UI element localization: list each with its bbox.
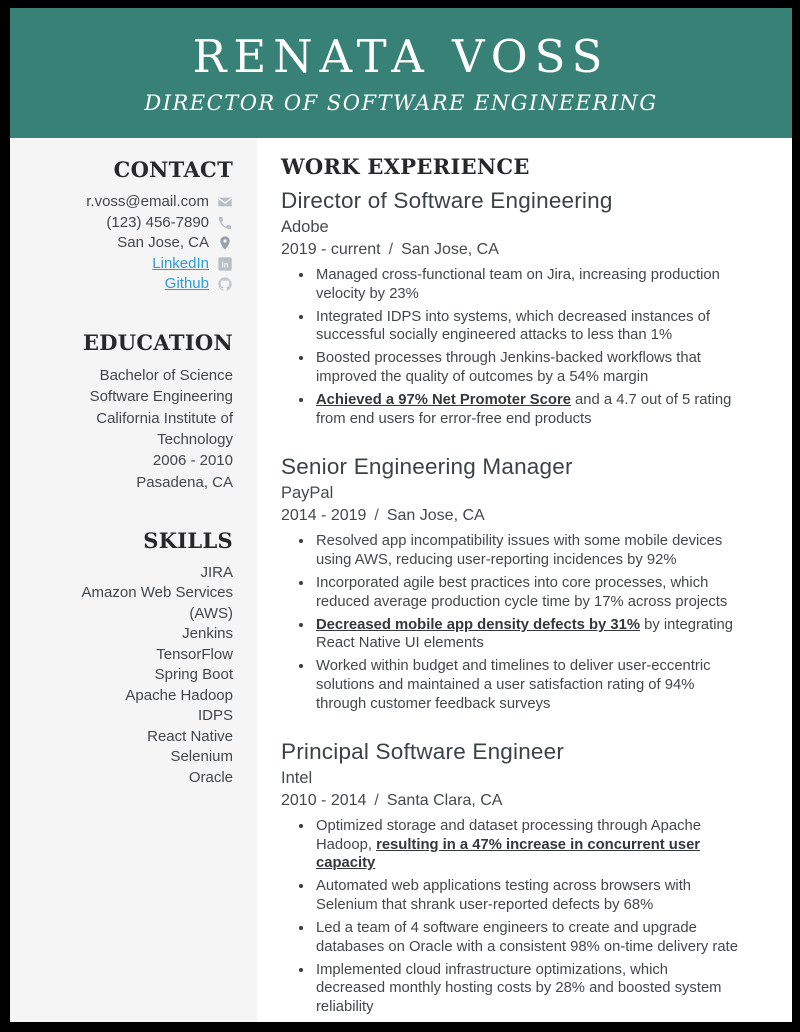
job-bullet: • Worked within budget and timelines to deliver user-eccentric solutions and maintained a user satisfaction rating of 94% through customer feedback surveys [314, 657, 738, 713]
job-title: Senior Engineering Manager [281, 454, 573, 480]
skill-item: Oracle [188, 768, 233, 786]
phone-icon [216, 215, 233, 231]
job-bullet: • Integrated IDPS into systems, which decreased instances of successful socially engineered attacks to less than 1% [314, 308, 738, 345]
bullet-emphasis: Achieved a 97% Net Promoter Score [316, 392, 571, 409]
job-bullets [281, 532, 738, 713]
job-entry [281, 187, 738, 428]
skills-heading: SKILLS [143, 527, 233, 553]
job-bullets [281, 817, 738, 1016]
svg-text:in: in [220, 260, 229, 270]
contact-label: (123) 456-7890 [106, 213, 209, 231]
job-company: Adobe [281, 218, 329, 237]
job-entry [281, 738, 738, 1016]
job-bullet: • Resolved app incompatibility issues with some mobile devices using AWS, reducing user-reporting incidences by 92% [314, 532, 738, 569]
bullet-emphasis: Decreased mobile app density defects by 31% [316, 616, 641, 633]
skills-list [36, 563, 233, 789]
work-experience-heading: WORK EXPERIENCE [281, 154, 530, 179]
education-heading: EDUCATION [82, 329, 233, 355]
linkedin-icon [216, 256, 233, 272]
skill-item: Amazon Web Services (AWS) [81, 584, 233, 622]
job-location: San Jose, CA [386, 507, 485, 525]
job-bullet: • Boosted processes through Jenkins-backed workflows that improved the quality of outcomes by a 54% margin [314, 349, 738, 386]
education-line: Pasadena, CA [136, 473, 233, 491]
contact-item [36, 274, 233, 295]
job-bullet: • Managed cross-functional team on Jira, increasing production velocity by 23% [314, 266, 738, 303]
education-line: Software Engineering [89, 388, 233, 406]
contact-label: San Jose, CA [117, 234, 209, 252]
skill-item: Spring Boot [154, 666, 233, 684]
bullet-emphasis: resulting in a 47% increase in concurrent user capacity [316, 836, 701, 872]
contact-list [36, 192, 233, 295]
contact-item [36, 233, 233, 254]
jobs-list [281, 187, 738, 1017]
location-icon [216, 235, 233, 251]
job-bullet: • Achieved a 97% Net Promoter Score and a 4.7 out of 5 rating from end users for error-free end products [314, 391, 738, 428]
candidate-name: RENATA VOSS [192, 30, 610, 84]
job-bullet: • Automated web applications testing across browsers with Selenium that shrank user-reported defects by 68% [314, 877, 738, 914]
job-dates: 2014 - 2019 [281, 507, 367, 525]
job-dateline [281, 792, 738, 810]
header-band [10, 8, 792, 138]
job-company: PayPal [281, 484, 334, 503]
job-location: Santa Clara, CA [386, 792, 503, 810]
job-bullet: • Led a team of 4 software engineers to create and upgrade databases on Oracle with a consistent 98% on-time delivery rate [314, 919, 738, 956]
skill-item: React Native [147, 727, 233, 745]
education-list [36, 365, 233, 493]
job-bullet: • Implemented cloud infrastructure optimizations, which decreased monthly hosting costs by 28% and boosted system reliability [314, 961, 738, 1017]
job-dates: 2019 - current [281, 241, 381, 259]
skill-item: Apache Hadoop [125, 686, 233, 704]
contact-item [36, 192, 233, 213]
skill-item: Selenium [170, 748, 233, 766]
mail-icon [216, 194, 233, 210]
education-line: California Institute of Technology [96, 409, 233, 448]
job-title: Director of Software Engineering [281, 188, 613, 214]
dateline-separator: / [374, 507, 379, 525]
job-title: Principal Software Engineer [281, 739, 565, 765]
job-bullet: • Decreased mobile app density defects by 31% by integrating React Native UI elements [314, 616, 738, 653]
job-location: San Jose, CA [401, 241, 499, 259]
columns [10, 138, 792, 1022]
skill-item: Jenkins [182, 625, 233, 643]
contact-label: r.voss@email.com [86, 193, 209, 211]
job-entry [281, 453, 738, 713]
sidebar [10, 138, 257, 1022]
education-line: 2006 - 2010 [152, 452, 233, 470]
contact-link[interactable]: LinkedIn [152, 254, 209, 272]
candidate-title: DIRECTOR OF SOFTWARE ENGINEERING [144, 90, 658, 115]
dateline-separator: / [388, 241, 394, 259]
job-dates: 2010 - 2014 [281, 792, 367, 810]
skill-item: TensorFlow [156, 645, 233, 663]
dateline-separator: / [374, 792, 379, 810]
contact-section [36, 158, 233, 295]
github-icon [216, 276, 233, 292]
contact-heading: CONTACT [113, 157, 233, 182]
education-line: Bachelor of Science [99, 366, 233, 384]
job-dateline [281, 241, 738, 259]
job-dateline [281, 507, 738, 525]
main-column [257, 138, 792, 1022]
job-bullets [281, 266, 738, 428]
job-bullet: • Optimized storage and dataset processing through Apache Hadoop, resulting in a 47% increase in concurrent user capacity [314, 817, 738, 873]
contact-item [36, 213, 233, 234]
skill-item: JIRA [200, 563, 233, 581]
skill-item: IDPS [197, 707, 233, 725]
resume-page [10, 8, 792, 1022]
contact-link[interactable]: Github [164, 275, 209, 293]
job-bullet: • Incorporated agile best practices into core processes, which reduced average production cycle time by 17% across projects [314, 574, 738, 611]
skills-section [36, 529, 233, 789]
job-company: Intel [281, 769, 313, 788]
contact-item [36, 254, 233, 275]
education-section [36, 331, 233, 493]
